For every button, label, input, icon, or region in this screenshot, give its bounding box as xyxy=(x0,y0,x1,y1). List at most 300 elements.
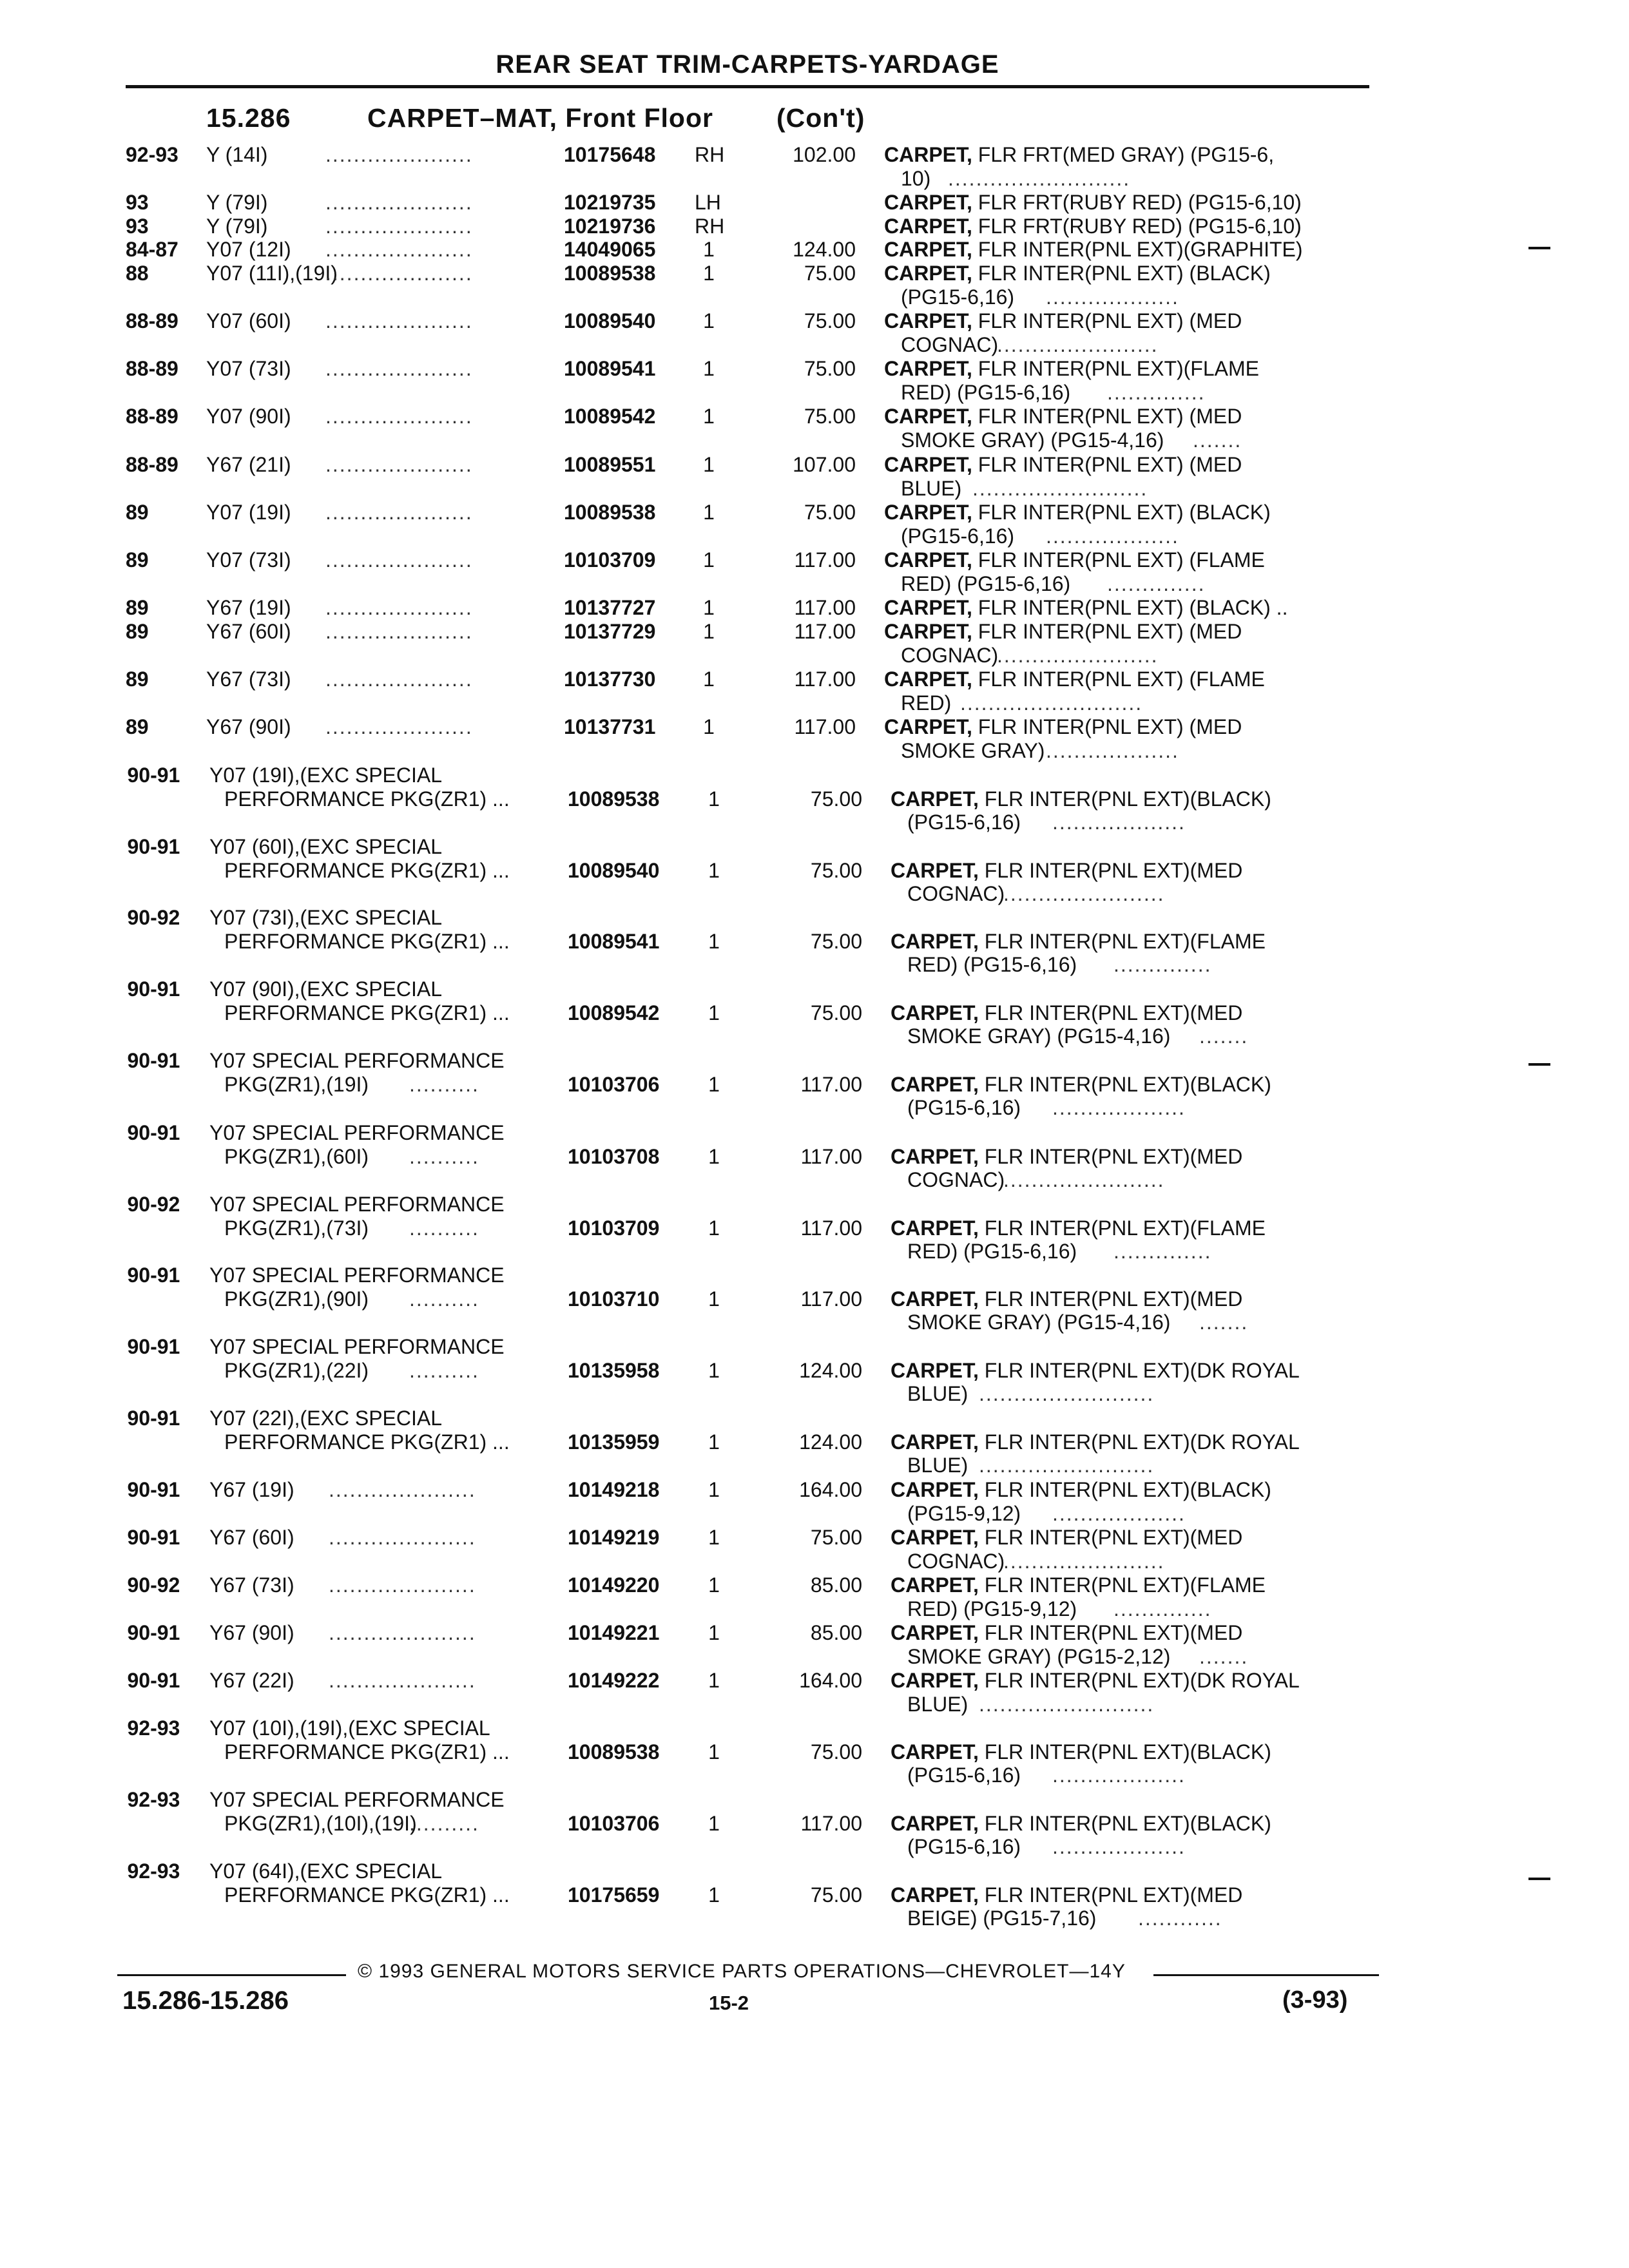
leader-dots: .......... xyxy=(409,1287,479,1311)
leader-dots: ..................... xyxy=(329,1669,476,1692)
part-number: 10089538 xyxy=(568,1740,660,1763)
leader-dots: ..................... xyxy=(325,143,473,166)
model-year: 90-91 xyxy=(127,1669,180,1692)
leader-dots: ....... xyxy=(1199,1311,1249,1334)
quantity: 1 xyxy=(708,1573,720,1597)
description-line: (PG15-6,16) xyxy=(907,1835,1021,1858)
quantity: RH xyxy=(695,215,725,238)
quantity: 1 xyxy=(708,1216,720,1240)
option-code: PERFORMANCE PKG(ZR1) ... xyxy=(224,929,510,953)
leader-dots: .......... xyxy=(409,1216,479,1240)
leader-dots: ..................... xyxy=(329,1573,476,1597)
leader-dots: ................... xyxy=(1046,738,1179,762)
description-line: CARPET, FLR INTER(PNL EXT)(BLACK) xyxy=(891,1811,1271,1835)
part-number: 10175648 xyxy=(564,143,656,166)
footer-page-number: 15-2 xyxy=(709,1992,749,2014)
description-line: CARPET, FLR INTER(PNL EXT)(FLAME xyxy=(891,1216,1266,1240)
part-number: 10137727 xyxy=(564,596,656,619)
part-number: 10149219 xyxy=(568,1526,660,1549)
leader-dots: ....... xyxy=(1199,1644,1249,1668)
description-line: (PG15-6,16) xyxy=(907,811,1021,834)
leader-dots: ................... xyxy=(1046,285,1179,309)
model-year: 90-91 xyxy=(127,835,180,858)
leader-dots: ......................... xyxy=(972,476,1148,500)
leader-dots: ..................... xyxy=(325,215,473,238)
leader-dots: .......................... xyxy=(960,691,1143,715)
price: 75.00 xyxy=(810,1001,862,1024)
leader-dots: ..................... xyxy=(325,596,473,619)
leader-dots: ....... xyxy=(1199,1024,1249,1048)
description-line: CARPET, FLR INTER(PNL EXT) (MED xyxy=(884,715,1242,738)
leader-dots: ....................... xyxy=(997,332,1159,356)
price: 117.00 xyxy=(794,548,856,572)
leader-dots: ..................... xyxy=(325,357,473,380)
price: 75.00 xyxy=(804,262,856,285)
model-year: 92-93 xyxy=(127,1716,180,1740)
margin-mark xyxy=(1528,1878,1550,1880)
part-number: 10149218 xyxy=(568,1478,660,1501)
option-code: PERFORMANCE PKG(ZR1) ... xyxy=(224,1430,510,1454)
price: 164.00 xyxy=(799,1478,862,1501)
part-number: 10135958 xyxy=(568,1358,660,1382)
description-line: COGNAC) xyxy=(901,332,999,356)
option-code: Y07 (64I),(EXC SPECIAL xyxy=(209,1860,443,1883)
price: 117.00 xyxy=(794,620,856,643)
option-code: Y67 (90I) xyxy=(209,1621,294,1644)
option-code: Y67 (60I) xyxy=(206,620,291,643)
description-line: BLUE) xyxy=(907,1382,969,1405)
price: 75.00 xyxy=(810,929,862,953)
quantity: 1 xyxy=(708,787,720,811)
part-number: 10149222 xyxy=(568,1669,660,1692)
quantity: 1 xyxy=(708,1811,720,1835)
option-code: PERFORMANCE PKG(ZR1) ... xyxy=(224,787,510,811)
description-line: CARPET, FLR INTER(PNL EXT)(BLACK) xyxy=(891,1740,1271,1763)
quantity: 1 xyxy=(708,1478,720,1501)
description-line: CARPET, FLR INTER(PNL EXT)(FLAME xyxy=(891,1573,1266,1597)
footer-rule-right xyxy=(1153,1974,1379,1976)
option-code: Y67 (19I) xyxy=(209,1478,294,1501)
quantity: 1 xyxy=(708,1621,720,1644)
margin-mark xyxy=(1528,1063,1550,1066)
quantity: 1 xyxy=(703,501,715,524)
description-line: CARPET, FLR INTER(PNL EXT)(MED xyxy=(891,1001,1243,1024)
description-line: RED) (PG15-9,12) xyxy=(907,1597,1077,1620)
price: 117.00 xyxy=(800,1287,862,1311)
description-line: 10) xyxy=(901,166,931,190)
leader-dots: ..................... xyxy=(329,1621,476,1644)
option-code: PKG(ZR1),(60I) xyxy=(224,1144,369,1168)
model-year: 89 xyxy=(126,501,149,524)
quantity: 1 xyxy=(703,620,715,643)
leader-dots: ....................... xyxy=(1003,1549,1165,1573)
model-year: 84-87 xyxy=(126,238,178,261)
option-code: Y (79I) xyxy=(206,215,268,238)
option-code: Y07 SPECIAL PERFORMANCE xyxy=(209,1193,505,1216)
leader-dots: ....................... xyxy=(1003,1168,1165,1191)
quantity: 1 xyxy=(703,309,715,332)
description-line: CARPET, FLR INTER(PNL EXT)(DK ROYAL xyxy=(891,1358,1300,1382)
part-number: 10089538 xyxy=(564,501,656,524)
leader-dots: ..................... xyxy=(325,309,473,332)
description-line: SMOKE GRAY) xyxy=(901,738,1045,762)
price: 124.00 xyxy=(799,1430,862,1454)
option-code: PKG(ZR1),(19I) xyxy=(224,1072,369,1096)
description-line: CARPET, FLR INTER(PNL EXT) (BLACK) .. xyxy=(884,596,1288,619)
part-number: 10089538 xyxy=(564,262,656,285)
leader-dots: ......................... xyxy=(979,1454,1155,1477)
price: 85.00 xyxy=(810,1621,862,1644)
option-code: Y67 (90I) xyxy=(206,715,291,738)
part-number: 10089541 xyxy=(564,357,656,380)
option-code: PKG(ZR1),(90I) xyxy=(224,1287,369,1311)
model-year: 90-91 xyxy=(127,1407,180,1430)
part-number: 10219735 xyxy=(564,191,656,214)
leader-dots: ................... xyxy=(1052,1835,1186,1858)
model-year: 89 xyxy=(126,668,149,691)
leader-dots: ................... xyxy=(1052,1501,1186,1525)
price: 75.00 xyxy=(804,357,856,380)
description-line: CARPET, FLR INTER(PNL EXT) (MED xyxy=(884,620,1242,643)
price: 75.00 xyxy=(810,1740,862,1763)
description-line: SMOKE GRAY) (PG15-4,16) xyxy=(907,1024,1171,1048)
price: 117.00 xyxy=(794,596,856,619)
model-year: 88-89 xyxy=(126,309,178,332)
description-line: (PG15-6,16) xyxy=(907,1096,1021,1119)
model-year: 89 xyxy=(126,596,149,619)
description-line: CARPET, FLR FRT(RUBY RED) (PG15-6,10) xyxy=(884,215,1302,238)
quantity: 1 xyxy=(708,1430,720,1454)
leader-dots: ..................... xyxy=(325,501,473,524)
description-line: CARPET, FLR INTER(PNL EXT)(GRAPHITE) xyxy=(884,238,1303,261)
option-code: PERFORMANCE PKG(ZR1) ... xyxy=(224,1740,510,1763)
description-line: COGNAC) xyxy=(907,882,1005,905)
part-number: 10137729 xyxy=(564,620,656,643)
quantity: 1 xyxy=(703,405,715,428)
leader-dots: ......................... xyxy=(979,1692,1155,1716)
description-line: CARPET, FLR INTER(PNL EXT)(BLACK) xyxy=(891,787,1271,811)
leader-dots: ................... xyxy=(1046,524,1179,548)
model-year: 90-91 xyxy=(127,1049,180,1072)
price: 75.00 xyxy=(810,858,862,882)
description-line: CARPET, FLR INTER(PNL EXT)(MED xyxy=(891,1287,1243,1311)
model-year: 93 xyxy=(126,191,149,214)
section-number: 15.286 xyxy=(206,103,291,133)
part-number: 10103710 xyxy=(568,1287,660,1311)
leader-dots: ..................... xyxy=(325,715,473,738)
option-code: Y07 (73I) xyxy=(206,357,291,380)
description-line: CARPET, FLR INTER(PNL EXT) (BLACK) xyxy=(884,501,1271,524)
description-line: RED) (PG15-6,16) xyxy=(907,953,1077,976)
footer-copyright: © 1993 GENERAL MOTORS SERVICE PARTS OPERATIONS—CHEVROLET—14Y xyxy=(358,1961,1126,1982)
option-code: Y07 (10I),(19I),(EXC SPECIAL xyxy=(209,1716,490,1740)
description-line: CARPET, FLR INTER(PNL EXT)(MED xyxy=(891,1526,1243,1549)
quantity: 1 xyxy=(703,238,715,261)
option-code: Y67 (19I) xyxy=(206,596,291,619)
description-line: CARPET, FLR INTER(PNL EXT)(MED xyxy=(891,858,1243,882)
option-code: Y (79I) xyxy=(206,191,268,214)
description-line: (PG15-6,16) xyxy=(901,285,1015,309)
description-line: BLUE) xyxy=(907,1692,969,1716)
option-code: Y07 (11I),(19I) xyxy=(206,262,338,285)
part-number: 10103706 xyxy=(568,1811,660,1835)
model-year: 90-92 xyxy=(127,906,180,929)
description-line: CARPET, FLR INTER(PNL EXT)(FLAME xyxy=(884,357,1259,380)
part-number: 10149221 xyxy=(568,1621,660,1644)
part-number: 10135959 xyxy=(568,1430,660,1454)
option-code: PKG(ZR1),(10I),(19I) xyxy=(224,1811,417,1835)
quantity: 1 xyxy=(708,1669,720,1692)
part-number: 10137731 xyxy=(564,715,656,738)
description-line: CARPET, FLR INTER(PNL EXT)(DK ROYAL xyxy=(891,1430,1300,1454)
part-number: 10089540 xyxy=(568,858,660,882)
option-code: Y07 SPECIAL PERFORMANCE xyxy=(209,1788,505,1811)
model-year: 89 xyxy=(126,715,149,738)
option-code: Y07 (60I),(EXC SPECIAL xyxy=(209,835,443,858)
description-line: CARPET, FLR INTER(PNL EXT)(MED xyxy=(891,1883,1243,1907)
quantity: 1 xyxy=(708,1072,720,1096)
quantity: 1 xyxy=(708,858,720,882)
model-year: 89 xyxy=(126,548,149,572)
section-name: CARPET–MAT, Front Floor xyxy=(367,103,713,133)
quantity: 1 xyxy=(703,715,715,738)
description-line: RED) (PG15-6,16) xyxy=(901,380,1071,404)
option-code: Y07 (73I),(EXC SPECIAL xyxy=(209,906,443,929)
description-line: RED) (PG15-6,16) xyxy=(907,1240,1077,1263)
part-number: 10137730 xyxy=(564,668,656,691)
quantity: LH xyxy=(695,191,721,214)
part-number: 10089538 xyxy=(568,787,660,811)
option-code: PERFORMANCE PKG(ZR1) ... xyxy=(224,1001,510,1024)
part-number: 10103709 xyxy=(568,1216,660,1240)
option-code: Y07 SPECIAL PERFORMANCE xyxy=(209,1049,505,1072)
leader-dots: .............. xyxy=(1107,380,1206,404)
description-line: SMOKE GRAY) (PG15-4,16) xyxy=(901,428,1164,452)
quantity: 1 xyxy=(703,668,715,691)
part-number: 10089541 xyxy=(568,929,660,953)
description-line: RED) (PG15-6,16) xyxy=(901,572,1071,595)
model-year: 88-89 xyxy=(126,453,178,476)
quantity: RH xyxy=(695,143,725,166)
description-line: (PG15-6,16) xyxy=(901,524,1015,548)
margin-mark xyxy=(1528,247,1550,249)
footer-date: (3-93) xyxy=(1282,1986,1348,2013)
description-line: CARPET, FLR FRT(RUBY RED) (PG15-6,10) xyxy=(884,191,1302,214)
quantity: 1 xyxy=(708,1144,720,1168)
quantity: 1 xyxy=(708,929,720,953)
model-year: 90-92 xyxy=(127,1573,180,1597)
part-number: 10089540 xyxy=(564,309,656,332)
description-line: CARPET, FLR INTER(PNL EXT) (FLAME xyxy=(884,548,1265,572)
price: 117.00 xyxy=(800,1072,862,1096)
price: 117.00 xyxy=(800,1144,862,1168)
price: 124.00 xyxy=(799,1358,862,1382)
part-number: 10103706 xyxy=(568,1072,660,1096)
option-code: PERFORMANCE PKG(ZR1) ... xyxy=(224,858,510,882)
leader-dots: .......... xyxy=(409,1358,479,1382)
footer-section-range: 15.286-15.286 xyxy=(122,1986,289,2015)
model-year: 90-91 xyxy=(127,1335,180,1358)
description-line: CARPET, FLR INTER(PNL EXT)(FLAME xyxy=(891,929,1266,953)
leader-dots: ..................... xyxy=(325,620,473,643)
part-number: 10175659 xyxy=(568,1883,660,1907)
footer-rule-left xyxy=(117,1974,346,1976)
part-number: 10089542 xyxy=(568,1001,660,1024)
leader-dots: ..................... xyxy=(325,453,473,476)
option-code: Y67 (73I) xyxy=(209,1573,294,1597)
description-line: CARPET, FLR INTER(PNL EXT)(DK ROYAL xyxy=(891,1669,1300,1692)
option-code: PERFORMANCE PKG(ZR1) ... xyxy=(224,1883,510,1907)
description-line: RED) xyxy=(901,691,952,715)
description-line: BEIGE) (PG15-7,16) xyxy=(907,1907,1097,1930)
model-year: 89 xyxy=(126,620,149,643)
option-code: Y07 (22I),(EXC SPECIAL xyxy=(209,1407,443,1430)
leader-dots: ..................... xyxy=(325,238,473,261)
model-year: 88 xyxy=(126,262,149,285)
part-number: 14049065 xyxy=(564,238,656,261)
leader-dots: .............. xyxy=(1113,1597,1212,1620)
leader-dots: ..................... xyxy=(325,262,473,285)
part-number: 10103709 xyxy=(564,548,656,572)
description-line: COGNAC) xyxy=(901,643,999,667)
description-line: CARPET, FLR INTER(PNL EXT)(MED xyxy=(891,1144,1243,1168)
leader-dots: ..................... xyxy=(325,548,473,572)
quantity: 1 xyxy=(708,1883,720,1907)
option-code: Y67 (22I) xyxy=(209,1669,294,1692)
description-line: (PG15-9,12) xyxy=(907,1501,1021,1525)
description-line: CARPET, FLR INTER(PNL EXT)(MED xyxy=(891,1621,1243,1644)
option-code: Y07 (19I) xyxy=(206,501,291,524)
leader-dots: ................... xyxy=(1052,811,1186,834)
price: 117.00 xyxy=(794,668,856,691)
description-line: BLUE) xyxy=(907,1454,969,1477)
model-year: 90-91 xyxy=(127,764,180,787)
option-code: PKG(ZR1),(22I) xyxy=(224,1358,369,1382)
option-code: Y07 (12I) xyxy=(206,238,291,261)
leader-dots: ..................... xyxy=(325,405,473,428)
leader-dots: ..................... xyxy=(325,668,473,691)
price: 75.00 xyxy=(804,501,856,524)
part-number: 10219736 xyxy=(564,215,656,238)
price: 117.00 xyxy=(800,1216,862,1240)
option-code: Y07 SPECIAL PERFORMANCE xyxy=(209,1121,505,1144)
description-line: CARPET, FLR INTER(PNL EXT) (FLAME xyxy=(884,668,1265,691)
price: 75.00 xyxy=(810,787,862,811)
option-code: Y07 (19I),(EXC SPECIAL xyxy=(209,764,443,787)
description-line: SMOKE GRAY) (PG15-2,12) xyxy=(907,1644,1171,1668)
model-year: 90-91 xyxy=(127,1478,180,1501)
price: 85.00 xyxy=(810,1573,862,1597)
description-line: CARPET, FLR INTER(PNL EXT) (MED xyxy=(884,405,1242,428)
price: 117.00 xyxy=(794,715,856,738)
leader-dots: ..................... xyxy=(325,191,473,214)
quantity: 1 xyxy=(708,1001,720,1024)
price: 75.00 xyxy=(810,1526,862,1549)
description-line: CARPET, FLR INTER(PNL EXT) (BLACK) xyxy=(884,262,1271,285)
part-number: 10149220 xyxy=(568,1573,660,1597)
leader-dots: .......... xyxy=(409,1811,479,1835)
option-code: Y07 (73I) xyxy=(206,548,291,572)
model-year: 90-91 xyxy=(127,1264,180,1287)
option-code: Y07 (90I) xyxy=(206,405,291,428)
part-number: 10103708 xyxy=(568,1144,660,1168)
model-year: 90-92 xyxy=(127,1193,180,1216)
option-code: Y67 (60I) xyxy=(209,1526,294,1549)
option-code: PKG(ZR1),(73I) xyxy=(224,1216,369,1240)
quantity: 1 xyxy=(703,548,715,572)
quantity: 1 xyxy=(703,262,715,285)
page-title: REAR SEAT TRIM-CARPETS-YARDAGE xyxy=(496,50,999,79)
quantity: 1 xyxy=(703,357,715,380)
price: 75.00 xyxy=(810,1883,862,1907)
leader-dots: .......................... xyxy=(948,166,1131,190)
model-year: 90-91 xyxy=(127,977,180,1001)
price: 75.00 xyxy=(804,309,856,332)
description-line: BLUE) xyxy=(901,476,962,500)
model-year: 93 xyxy=(126,215,149,238)
quantity: 1 xyxy=(708,1526,720,1549)
option-code: Y07 SPECIAL PERFORMANCE xyxy=(209,1335,505,1358)
option-code: Y07 (60I) xyxy=(206,309,291,332)
part-number: 10089542 xyxy=(564,405,656,428)
price: 102.00 xyxy=(793,143,856,166)
option-code: Y (14I) xyxy=(206,143,268,166)
model-year: 90-91 xyxy=(127,1621,180,1644)
description-line: COGNAC) xyxy=(907,1549,1005,1573)
model-year: 92-93 xyxy=(126,143,178,166)
option-code: Y07 SPECIAL PERFORMANCE xyxy=(209,1264,505,1287)
description-line: CARPET, FLR FRT(MED GRAY) (PG15-6, xyxy=(884,143,1275,166)
model-year: 88-89 xyxy=(126,357,178,380)
model-year: 88-89 xyxy=(126,405,178,428)
model-year: 92-93 xyxy=(127,1860,180,1883)
option-code: Y67 (73I) xyxy=(206,668,291,691)
model-year: 92-93 xyxy=(127,1788,180,1811)
quantity: 1 xyxy=(708,1740,720,1763)
price: 164.00 xyxy=(799,1669,862,1692)
leader-dots: ......................... xyxy=(979,1382,1155,1405)
description-line: SMOKE GRAY) (PG15-4,16) xyxy=(907,1311,1171,1334)
leader-dots: ..................... xyxy=(329,1478,476,1501)
option-code: Y67 (21I) xyxy=(206,453,291,476)
model-year: 90-91 xyxy=(127,1526,180,1549)
quantity: 1 xyxy=(703,453,715,476)
quantity: 1 xyxy=(708,1358,720,1382)
description-line: CARPET, FLR INTER(PNL EXT) (MED xyxy=(884,309,1242,332)
leader-dots: ....................... xyxy=(1003,882,1165,905)
quantity: 1 xyxy=(703,596,715,619)
leader-dots: ................... xyxy=(1052,1763,1186,1787)
description-line: CARPET, FLR INTER(PNL EXT)(BLACK) xyxy=(891,1072,1271,1096)
leader-dots: ....................... xyxy=(997,643,1159,667)
description-line: CARPET, FLR INTER(PNL EXT) (MED xyxy=(884,453,1242,476)
quantity: 1 xyxy=(708,1287,720,1311)
description-line: CARPET, FLR INTER(PNL EXT)(BLACK) xyxy=(891,1478,1271,1501)
leader-dots: .......... xyxy=(409,1072,479,1096)
leader-dots: ................... xyxy=(1052,1096,1186,1119)
leader-dots: .............. xyxy=(1107,572,1206,595)
price: 124.00 xyxy=(793,238,856,261)
price: 117.00 xyxy=(800,1811,862,1835)
option-code: Y07 (90I),(EXC SPECIAL xyxy=(209,977,443,1001)
leader-dots: ..................... xyxy=(329,1526,476,1549)
leader-dots: ............ xyxy=(1138,1907,1222,1930)
leader-dots: .............. xyxy=(1113,953,1212,976)
price: 107.00 xyxy=(793,453,856,476)
part-number: 10089551 xyxy=(564,453,656,476)
leader-dots: .............. xyxy=(1113,1240,1212,1263)
leader-dots: .......... xyxy=(409,1144,479,1168)
